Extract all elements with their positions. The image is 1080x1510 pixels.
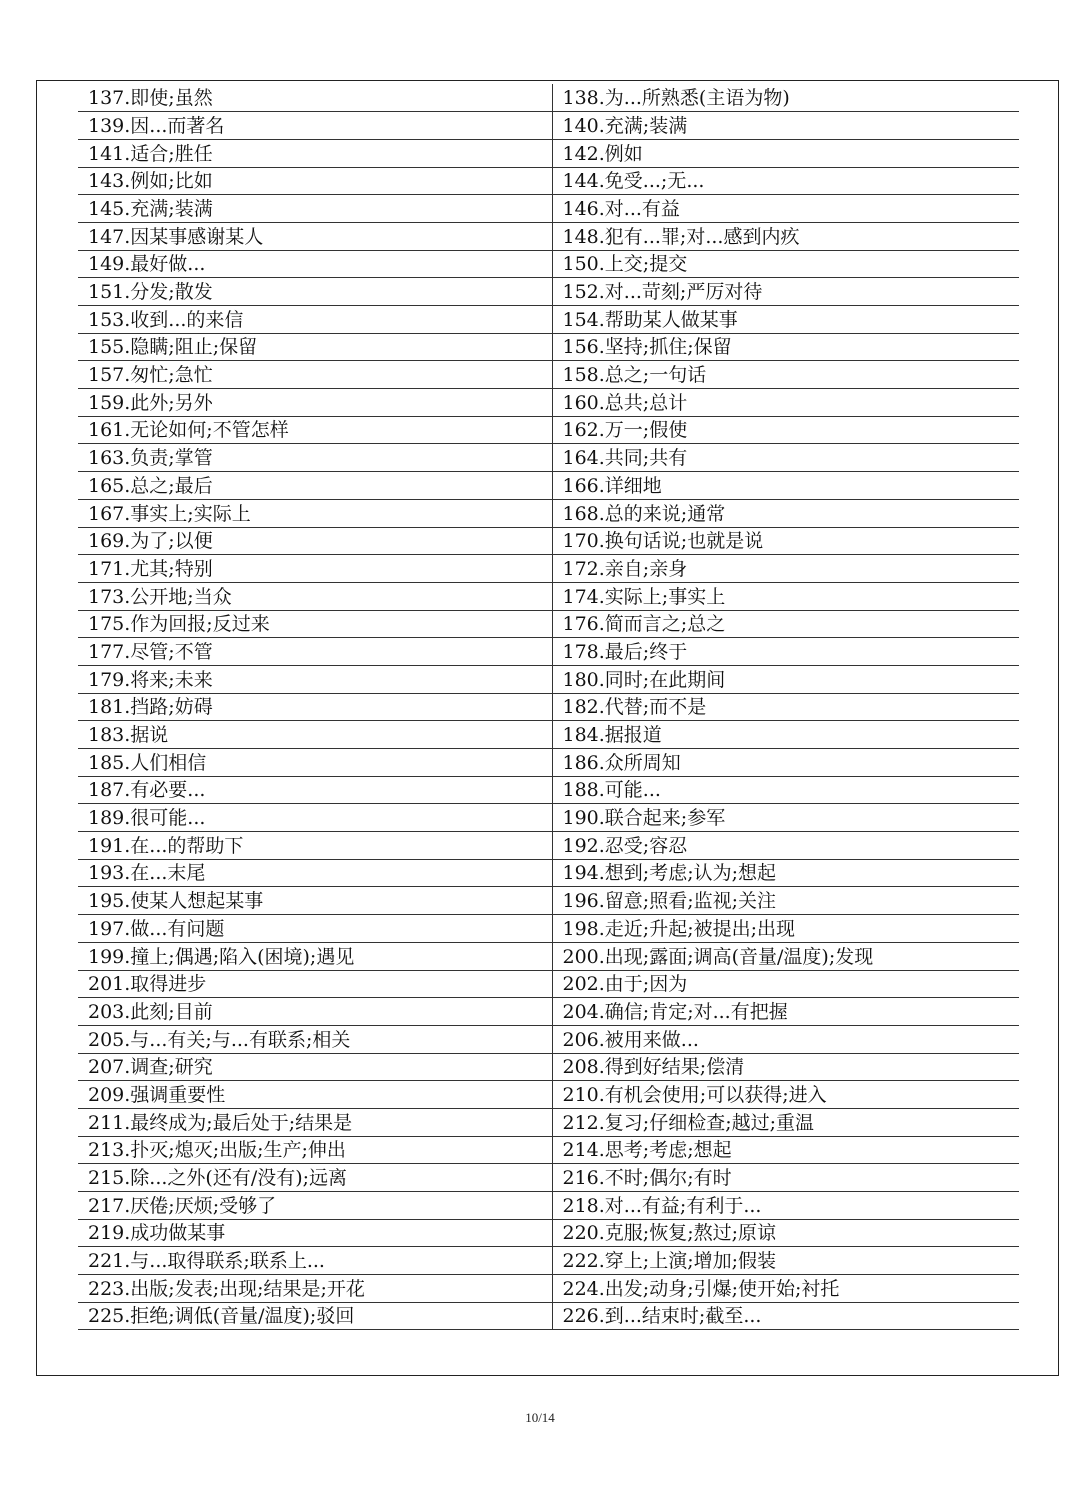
entry-cell-left: 167.事实上;实际上 — [78, 499, 552, 527]
table-row — [78, 1108, 1019, 1136]
entry-cell-right: 170.换句话说;也就是说 — [552, 527, 1019, 555]
table-row — [78, 1247, 1019, 1275]
table-row — [78, 1081, 1019, 1109]
entry-cell-left: 141.适合;胜任 — [78, 139, 552, 167]
entry-cell-right: 168.总的来说;通常 — [552, 499, 1019, 527]
table-row — [78, 859, 1019, 887]
entry-cell-left: 143.例如;比如 — [78, 167, 552, 195]
table-row — [78, 389, 1019, 417]
entry-cell-right: 224.出发;动身;引爆;使开始;衬托 — [552, 1275, 1019, 1303]
entry-cell-right: 184.据报道 — [552, 721, 1019, 749]
entry-cell-right: 176.简而言之;总之 — [552, 610, 1019, 638]
entry-cell-right: 212.复习;仔细检查;越过;重温 — [552, 1108, 1019, 1136]
page-number: 10/14 — [525, 1410, 555, 1425]
entry-cell-right: 160.总共;总计 — [552, 389, 1019, 417]
table-row — [78, 222, 1019, 250]
table-row — [78, 776, 1019, 804]
entry-cell-left: 219.成功做某事 — [78, 1219, 552, 1247]
table-row — [78, 721, 1019, 749]
entry-cell-left: 199.撞上;偶遇;陷入(困境);遇见 — [78, 942, 552, 970]
table-row — [78, 638, 1019, 666]
entry-cell-right: 164.共同;共有 — [552, 444, 1019, 472]
entry-cell-left: 205.与...有关;与...有联系;相关 — [78, 1025, 552, 1053]
entry-cell-right: 200.出现;露面;调高(音量/温度);发现 — [552, 942, 1019, 970]
vocabulary-table-body — [78, 84, 1019, 1330]
table-row — [78, 555, 1019, 583]
table-row — [78, 1219, 1019, 1247]
entry-cell-left: 223.出版;发表;出现;结果是;开花 — [78, 1275, 552, 1303]
entry-cell-right: 226.到...结束时;截至... — [552, 1302, 1019, 1330]
entry-cell-right: 182.代替;而不是 — [552, 693, 1019, 721]
entry-cell-right: 150.上交;提交 — [552, 250, 1019, 278]
entry-cell-left: 177.尽管;不管 — [78, 638, 552, 666]
entry-cell-right: 146.对...有益 — [552, 195, 1019, 223]
entry-cell-right: 194.想到;考虑;认为;想起 — [552, 859, 1019, 887]
entry-cell-right: 174.实际上;事实上 — [552, 582, 1019, 610]
entry-cell-right: 214.思考;考虑;想起 — [552, 1136, 1019, 1164]
table-row — [78, 84, 1019, 112]
vocabulary-table — [78, 84, 1019, 1330]
entry-cell-left: 189.很可能... — [78, 804, 552, 832]
entry-cell-left: 169.为了;以便 — [78, 527, 552, 555]
entry-cell-right: 156.坚持;抓住;保留 — [552, 333, 1019, 361]
table-row — [78, 915, 1019, 943]
entry-cell-left: 213.扑灭;熄灭;出版;生产;伸出 — [78, 1136, 552, 1164]
entry-cell-right: 216.不时;偶尔;有时 — [552, 1164, 1019, 1192]
table-row — [78, 416, 1019, 444]
table-row — [78, 887, 1019, 915]
entry-cell-right: 196.留意;照看;监视;关注 — [552, 887, 1019, 915]
entry-cell-left: 181.挡路;妨碍 — [78, 693, 552, 721]
entry-cell-right: 180.同时;在此期间 — [552, 665, 1019, 693]
table-row — [78, 195, 1019, 223]
table-row — [78, 749, 1019, 777]
entry-cell-right: 152.对...苛刻;严厉对待 — [552, 278, 1019, 306]
entry-cell-left: 139.因...而著名 — [78, 112, 552, 140]
table-row — [78, 139, 1019, 167]
entry-cell-left: 221.与...取得联系;联系上... — [78, 1247, 552, 1275]
entry-cell-right: 210.有机会使用;可以获得;进入 — [552, 1081, 1019, 1109]
table-row — [78, 1302, 1019, 1330]
table-row — [78, 804, 1019, 832]
entry-cell-left: 153.收到...的来信 — [78, 306, 552, 334]
entry-cell-left: 157.匆忙;急忙 — [78, 361, 552, 389]
entry-cell-left: 183.据说 — [78, 721, 552, 749]
entry-cell-left: 211.最终成为;最后处于;结果是 — [78, 1108, 552, 1136]
table-row — [78, 112, 1019, 140]
table-row — [78, 527, 1019, 555]
entry-cell-left: 151.分发;散发 — [78, 278, 552, 306]
entry-cell-left: 165.总之;最后 — [78, 472, 552, 500]
entry-cell-right: 172.亲自;亲身 — [552, 555, 1019, 583]
entry-cell-left: 201.取得进步 — [78, 970, 552, 998]
entry-cell-right: 202.由于;因为 — [552, 970, 1019, 998]
entry-cell-left: 173.公开地;当众 — [78, 582, 552, 610]
entry-cell-left: 197.做...有问题 — [78, 915, 552, 943]
entry-cell-right: 142.例如 — [552, 139, 1019, 167]
entry-cell-right: 208.得到好结果;偿清 — [552, 1053, 1019, 1081]
entry-cell-left: 191.在...的帮助下 — [78, 832, 552, 860]
entry-cell-right: 220.克服;恢复;熬过;原谅 — [552, 1219, 1019, 1247]
entry-cell-right: 188.可能... — [552, 776, 1019, 804]
entry-cell-right: 186.众所周知 — [552, 749, 1019, 777]
table-row — [78, 1192, 1019, 1220]
entry-cell-left: 145.充满;装满 — [78, 195, 552, 223]
entry-cell-left: 179.将来;未来 — [78, 665, 552, 693]
table-row — [78, 970, 1019, 998]
entry-cell-right: 198.走近;升起;被提出;出现 — [552, 915, 1019, 943]
table-row — [78, 693, 1019, 721]
entry-cell-right: 148.犯有...罪;对...感到内疚 — [552, 222, 1019, 250]
table-row — [78, 1053, 1019, 1081]
entry-cell-left: 193.在...末尾 — [78, 859, 552, 887]
entry-cell-left: 147.因某事感谢某人 — [78, 222, 552, 250]
entry-cell-left: 161.无论如何;不管怎样 — [78, 416, 552, 444]
table-row — [78, 1275, 1019, 1303]
table-row — [78, 167, 1019, 195]
entry-cell-left: 163.负责;掌管 — [78, 444, 552, 472]
table-row — [78, 610, 1019, 638]
table-row — [78, 1164, 1019, 1192]
table-row — [78, 582, 1019, 610]
entry-cell-right: 206.被用来做... — [552, 1025, 1019, 1053]
entry-cell-right: 144.免受...;无... — [552, 167, 1019, 195]
entry-cell-left: 217.厌倦;厌烦;受够了 — [78, 1192, 552, 1220]
entry-cell-right: 204.确信;肯定;对...有把握 — [552, 998, 1019, 1026]
entry-cell-right: 154.帮助某人做某事 — [552, 306, 1019, 334]
entry-cell-right: 190.联合起来;参军 — [552, 804, 1019, 832]
entry-cell-right: 192.忍受;容忍 — [552, 832, 1019, 860]
table-row — [78, 472, 1019, 500]
table-row — [78, 250, 1019, 278]
entry-cell-left: 149.最好做... — [78, 250, 552, 278]
table-row — [78, 306, 1019, 334]
table-row — [78, 444, 1019, 472]
table-row — [78, 942, 1019, 970]
entry-cell-right: 162.万一;假使 — [552, 416, 1019, 444]
entry-cell-left: 171.尤其;特别 — [78, 555, 552, 583]
entry-cell-right: 166.详细地 — [552, 472, 1019, 500]
entry-cell-right: 138.为...所熟悉(主语为物) — [552, 84, 1019, 112]
entry-cell-right: 158.总之;一句话 — [552, 361, 1019, 389]
entry-cell-right: 218.对...有益;有利于... — [552, 1192, 1019, 1220]
entry-cell-left: 137.即使;虽然 — [78, 84, 552, 112]
table-row — [78, 998, 1019, 1026]
entry-cell-left: 155.隐瞒;阻止;保留 — [78, 333, 552, 361]
table-row — [78, 333, 1019, 361]
entry-cell-left: 225.拒绝;调低(音量/温度);驳回 — [78, 1302, 552, 1330]
entry-cell-left: 175.作为回报;反过来 — [78, 610, 552, 638]
entry-cell-left: 185.人们相信 — [78, 749, 552, 777]
entry-cell-right: 140.充满;装满 — [552, 112, 1019, 140]
table-row — [78, 832, 1019, 860]
table-row — [78, 1025, 1019, 1053]
entry-cell-left: 195.使某人想起某事 — [78, 887, 552, 915]
entry-cell-left: 203.此刻;目前 — [78, 998, 552, 1026]
entry-cell-left: 209.强调重要性 — [78, 1081, 552, 1109]
entry-cell-left: 207.调查;研究 — [78, 1053, 552, 1081]
table-row — [78, 665, 1019, 693]
table-row — [78, 361, 1019, 389]
entry-cell-left: 159.此外;另外 — [78, 389, 552, 417]
entry-cell-left: 187.有必要... — [78, 776, 552, 804]
entry-cell-left: 215.除...之外(还有/没有);远离 — [78, 1164, 552, 1192]
table-row — [78, 499, 1019, 527]
table-row — [78, 1136, 1019, 1164]
entry-cell-right: 222.穿上;上演;增加;假装 — [552, 1247, 1019, 1275]
entry-cell-right: 178.最后;终于 — [552, 638, 1019, 666]
table-row — [78, 278, 1019, 306]
